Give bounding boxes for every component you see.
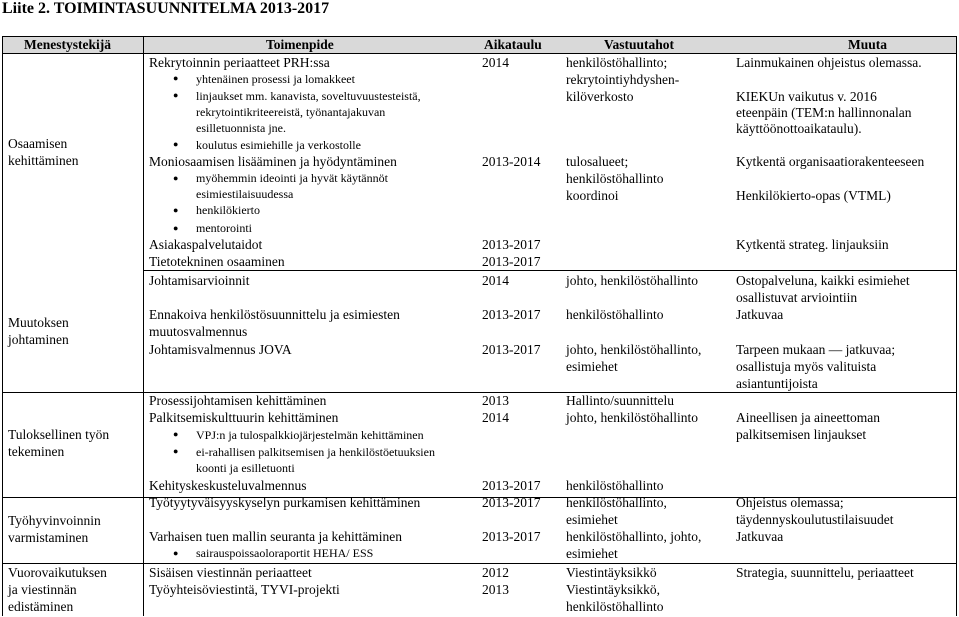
note: osallistuvat arviointiin [736, 290, 858, 305]
schedule: 2012 [482, 565, 509, 580]
factor-osaamisen: Osaamisen [8, 136, 68, 151]
responsible: tulosalueet; [566, 154, 629, 169]
bullet-icon: ● [173, 548, 179, 558]
factor-osaamisen: kehittäminen [8, 153, 79, 168]
grid-line [2, 36, 957, 37]
bullet-icon: ● [173, 429, 179, 439]
schedule: 2014 [482, 273, 509, 288]
factor-muutoksen: johtaminen [8, 332, 69, 347]
header-aikataulu: Aikataulu [484, 37, 542, 52]
bullet-text: mentorointi [196, 221, 252, 235]
factor-vuorovaikutus: edistäminen [8, 599, 74, 614]
action-text: Kehityskeskusteluvalmennus [149, 478, 307, 493]
responsible: kilöverkosto [566, 89, 634, 104]
bullet-text: VPJ:n ja tulospalkkiojärjestelmän kehittäminen [196, 428, 424, 442]
bullet-icon: ● [173, 173, 179, 183]
action-text: Työyhteisöviestintä, TYVI-projekti [149, 582, 340, 597]
header-muuta: Muuta [848, 37, 888, 52]
action-text: Prosessijohtamisen kehittäminen [149, 393, 327, 408]
action-text: Sisäisen viestinnän periaatteet [149, 565, 312, 580]
note: KIEKUn vaikutus v. 2016 [736, 89, 877, 104]
responsible: Viestintäyksikkö, [566, 582, 661, 597]
responsible: henkilöstöhallinto [566, 171, 664, 186]
action-text: muutosvalmennus [149, 324, 248, 339]
schedule: 2013 [482, 582, 509, 597]
table-header-row [2, 37, 957, 53]
responsible: henkilöstöhallinto [566, 599, 664, 614]
note: asiantuntijoista [736, 376, 818, 391]
grid-line [2, 563, 957, 564]
bullet-icon: ● [173, 446, 179, 456]
bullet-text: yhtenäinen prosessi ja lomakkeet [196, 72, 355, 86]
bullet-text: linjaukset mm. kanavista, soveltuvuustesteistä, [196, 89, 421, 103]
responsible: henkilöstöhallinto; [566, 55, 668, 70]
action-text: Johtamisvalmennus JOVA [149, 342, 292, 357]
header-menestystekija: Menestystekijä [24, 37, 111, 52]
bullet-text: esilletuonnista jne. [196, 121, 286, 135]
factor-vuorovaikutus: ja viestinnän [8, 582, 77, 597]
responsible: johto, henkilöstöhallinto [566, 273, 698, 288]
note: eteenpäin (TEM:n hallinnonalan [736, 105, 912, 120]
grid-line [143, 36, 144, 616]
factor-tuloksellinen: Tuloksellinen työn [8, 427, 110, 442]
note: Aineellisen ja aineettoman [736, 410, 880, 425]
page-title: Liite 2. TOIMINTASUUNNITELMA 2013-2017 [2, 0, 330, 17]
action-text: Tietotekninen osaaminen [149, 254, 285, 269]
responsible: henkilöstöhallinto, [566, 495, 667, 510]
action-text: Asiakaspalvelutaidot [149, 237, 263, 252]
schedule: 2013-2014 [482, 154, 541, 169]
action-text: Johtamisarvioinnit [149, 273, 250, 288]
responsible: johto, henkilöstöhallinto [566, 410, 698, 425]
schedule: 2014 [482, 55, 509, 70]
bullet-text: ei-rahallisen palkitsemisen ja henkilöstöetuuksien [196, 445, 435, 459]
note: Kytkentä strateg. linjauksiin [736, 237, 889, 252]
responsible: johto, henkilöstöhallinto, [566, 342, 702, 357]
note: käyttöönottoaikataulu). [736, 121, 862, 136]
note: palkitsemisen linjaukset [736, 427, 867, 442]
bullet-text: sairauspoissaoloraportit HEHA/ ESS [196, 546, 374, 560]
note: Jatkuvaa [736, 307, 784, 322]
responsible: Hallinto/suunnittelu [566, 393, 674, 408]
factor-muutoksen: Muutoksen [8, 315, 69, 330]
schedule: 2013-2017 [482, 254, 541, 269]
factor-tuloksellinen: tekeminen [8, 444, 65, 459]
schedule: 2013-2017 [482, 237, 541, 252]
grid-line [2, 36, 3, 616]
factor-vuorovaikutus: Vuorovaikutuksen [8, 565, 107, 580]
bullet-icon: ● [173, 139, 179, 149]
schedule: 2013 [482, 393, 509, 408]
bullet-text: myöhemmin ideointi ja hyvät käytännöt [196, 171, 388, 185]
action-text: Työtyytyväisyyskyselyn purkamisen kehittäminen [149, 495, 421, 510]
note: Lainmukainen ohjeistus olemassa. [736, 55, 922, 70]
action-text: Varhaisen tuen mallin seuranta ja kehittäminen [149, 529, 403, 544]
bullet-icon: ● [173, 223, 179, 233]
schedule: 2013-2017 [482, 529, 541, 544]
bullet-icon: ● [173, 73, 179, 83]
schedule: 2014 [482, 410, 509, 425]
responsible: koordinoi [566, 188, 619, 203]
note: osallistuja myös valituista [736, 359, 877, 374]
grid-line [2, 392, 957, 393]
note: Strategia, suunnittelu, periaatteet [736, 565, 914, 580]
header-toimenpide: Toimenpide [266, 37, 334, 52]
responsible: rekrytointiyhdyshen- [566, 72, 680, 87]
schedule: 2013-2017 [482, 478, 541, 493]
bullet-text: esimiestilaisuudessa [196, 187, 294, 201]
grid-line [956, 36, 957, 616]
responsible: henkilöstöhallinto [566, 478, 664, 493]
responsible: henkilöstöhallinto [566, 307, 664, 322]
bullet-text: koulutus esimiehille ja verkostolle [196, 138, 361, 152]
schedule: 2013-2017 [482, 495, 541, 510]
bullet-text: rekrytointikriteereistä, työnantajakuvan [196, 105, 386, 119]
grid-line [143, 270, 957, 271]
factor-tyohyvinvointi: Työhyvinvoinnin [8, 513, 101, 528]
grid-line [2, 53, 957, 54]
note: Jatkuvaa [736, 529, 784, 544]
schedule: 2013-2017 [482, 342, 541, 357]
note: Kytkentä organisaatiorakenteeseen [736, 154, 925, 169]
responsible: esimiehet [566, 546, 618, 561]
bullet-icon: ● [173, 90, 179, 100]
header-vastuutahot: Vastuutahot [604, 37, 675, 52]
note: Ostopalveluna, kaikki esimiehet [736, 273, 910, 288]
note: täydennyskoulutustilaisuudet [736, 512, 894, 527]
action-text: Ennakoiva henkilöstösuunnittelu ja esimiesten [149, 307, 400, 322]
responsible: esimiehet [566, 359, 618, 374]
bullet-text: henkilökierto [196, 203, 260, 217]
responsible: Viestintäyksikkö [566, 565, 657, 580]
responsible: esimiehet [566, 512, 618, 527]
bullet-text: koonti ja esilletuonti [196, 461, 295, 475]
action-text: Rekrytoinnin periaatteet PRH:ssa [149, 55, 330, 70]
bullet-icon: ● [173, 205, 179, 215]
responsible: henkilöstöhallinto, johto, [566, 529, 702, 544]
schedule: 2013-2017 [482, 307, 541, 322]
note: Tarpeen mukaan — jatkuvaa; [736, 342, 896, 357]
factor-tyohyvinvointi: varmistaminen [8, 530, 89, 545]
action-text: Palkitsemiskulttuurin kehittäminen [149, 410, 339, 425]
action-text: Moniosaamisen lisääminen ja hyödyntäminen [149, 154, 397, 169]
note: Ohjeistus olemassa; [736, 495, 844, 510]
note: Henkilökierto-opas (VTML) [736, 188, 891, 203]
